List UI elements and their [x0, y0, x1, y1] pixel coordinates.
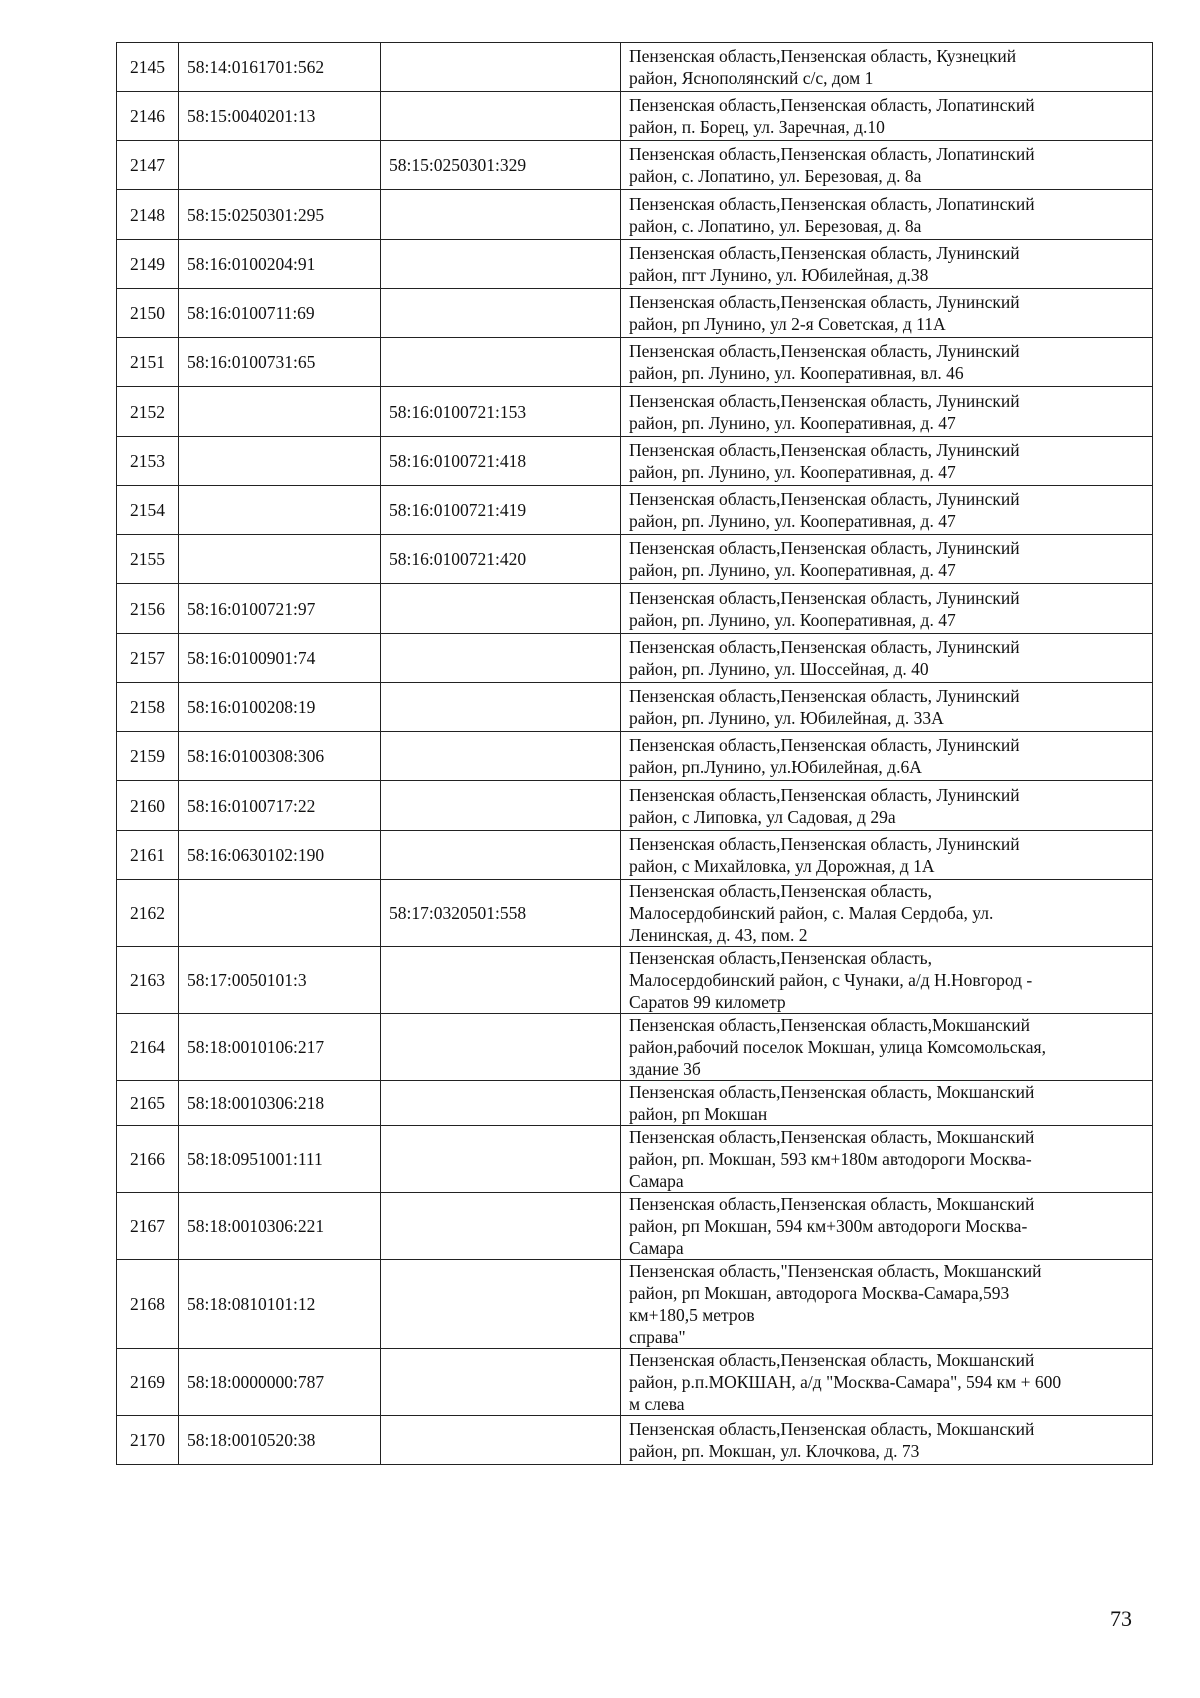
- table-row: [117, 240, 1153, 289]
- table-row: [117, 486, 1153, 535]
- secondary-cadastral-number-cell: 58:16:0100721:418: [381, 437, 621, 486]
- row-number-cell: 2168: [117, 1260, 179, 1349]
- row-number-cell: 2162: [117, 880, 179, 947]
- address-cell: Пензенская область,Пензенская область, Малосердобинский район, с Чунаки, а/д Н.Новгород - Саратов 99 километр: [621, 947, 1153, 1014]
- secondary-cadastral-number-cell: [381, 634, 621, 683]
- row-number-cell: 2170: [117, 1416, 179, 1465]
- table-row: [117, 535, 1153, 584]
- address-cell: Пензенская область,Пензенская область, Лунинский район, рп. Лунино, ул. Шоссейная, д. 40: [621, 634, 1153, 683]
- cadastral-number-cell: 58:18:0010306:221: [179, 1193, 381, 1260]
- table-row: [117, 1193, 1153, 1260]
- table-row: [117, 190, 1153, 240]
- cadastral-number-cell: 58:16:0100204:91: [179, 240, 381, 289]
- address-cell: Пензенская область,Пензенская область, Лопатинский район, п. Борец, ул. Заречная, д.10: [621, 92, 1153, 141]
- address-cell: Пензенская область,Пензенская область, Лопатинский район, с. Лопатино, ул. Березовая, д. 8а: [621, 190, 1153, 240]
- secondary-cadastral-number-cell: [381, 831, 621, 880]
- secondary-cadastral-number-cell: [381, 732, 621, 781]
- table-row: [117, 1014, 1153, 1081]
- address-cell: Пензенская область,Пензенская область,Мокшанский район,рабочий поселок Мокшан, улица Комсомольская, здание 3б: [621, 1014, 1153, 1081]
- secondary-cadastral-number-cell: [381, 43, 621, 92]
- table-row: [117, 43, 1153, 92]
- row-number-cell: 2157: [117, 634, 179, 683]
- row-number-cell: 2163: [117, 947, 179, 1014]
- address-cell: Пензенская область,Пензенская область, Малосердобинский район, с. Малая Сердоба, ул. Ленинская, д. 43, пом. 2: [621, 880, 1153, 947]
- secondary-cadastral-number-cell: [381, 1126, 621, 1193]
- address-cell: Пензенская область,Пензенская область, Мокшанский район, р.п.МОКШАН, а/д "Москва-Самара", 594 км + 600 м слева: [621, 1349, 1153, 1416]
- secondary-cadastral-number-cell: [381, 1081, 621, 1126]
- cadastral-number-cell: 58:16:0100711:69: [179, 289, 381, 338]
- row-number-cell: 2159: [117, 732, 179, 781]
- address-cell: Пензенская область,Пензенская область, Лунинский район, рп. Лунино, ул. Кооперативная, д. 47: [621, 535, 1153, 584]
- secondary-cadastral-number-cell: [381, 584, 621, 634]
- row-number-cell: 2161: [117, 831, 179, 880]
- table-row: [117, 1416, 1153, 1465]
- cadastral-number-cell: [179, 880, 381, 947]
- cadastral-number-cell: 58:15:0040201:13: [179, 92, 381, 141]
- table-row: [117, 92, 1153, 141]
- cadastral-number-cell: 58:16:0630102:190: [179, 831, 381, 880]
- cadastral-number-cell: 58:18:0010306:218: [179, 1081, 381, 1126]
- address-cell: Пензенская область,Пензенская область, Лунинский район, рп. Лунино, ул. Кооперативная, вл. 46: [621, 338, 1153, 387]
- cadastral-number-cell: [179, 437, 381, 486]
- row-number-cell: 2148: [117, 190, 179, 240]
- row-number-cell: 2166: [117, 1126, 179, 1193]
- cadastral-number-cell: [179, 141, 381, 190]
- row-number-cell: 2160: [117, 781, 179, 831]
- table-row: [117, 584, 1153, 634]
- address-cell: Пензенская область,Пензенская область, Лунинский район, пгт Лунино, ул. Юбилейная, д.38: [621, 240, 1153, 289]
- registry-table: [116, 42, 1153, 1465]
- row-number-cell: 2165: [117, 1081, 179, 1126]
- page-number: 73: [1110, 1606, 1132, 1631]
- address-cell: Пензенская область,Пензенская область, Лунинский район, с Михайловка, ул Дорожная, д 1А: [621, 831, 1153, 880]
- table-row: [117, 831, 1153, 880]
- address-cell: Пензенская область,Пензенская область, Лунинский район, рп. Лунино, ул. Кооперативная, д. 47: [621, 584, 1153, 634]
- cadastral-number-cell: 58:18:0010520:38: [179, 1416, 381, 1465]
- cadastral-number-cell: 58:18:0010106:217: [179, 1014, 381, 1081]
- address-cell: Пензенская область,Пензенская область, Лунинский район, рп Лунино, ул 2-я Советская, д 11А: [621, 289, 1153, 338]
- secondary-cadastral-number-cell: 58:16:0100721:419: [381, 486, 621, 535]
- row-number-cell: 2150: [117, 289, 179, 338]
- cadastral-number-cell: [179, 486, 381, 535]
- cadastral-number-cell: 58:14:0161701:562: [179, 43, 381, 92]
- table-row: [117, 880, 1153, 947]
- address-cell: Пензенская область,Пензенская область, Мокшанский район, рп Мокшан, 594 км+300м автодороги Москва- Самара: [621, 1193, 1153, 1260]
- cadastral-number-cell: 58:16:0100717:22: [179, 781, 381, 831]
- table-row: [117, 387, 1153, 437]
- address-cell: Пензенская область,Пензенская область, Лопатинский район, с. Лопатино, ул. Березовая, д. 8а: [621, 141, 1153, 190]
- secondary-cadastral-number-cell: [381, 1349, 621, 1416]
- table-row: [117, 1081, 1153, 1126]
- address-cell: Пензенская область,"Пензенская область, Мокшанский район, рп Мокшан, автодорога Москва-Самара,593 км+180,5 метров справа": [621, 1260, 1153, 1349]
- table-row: [117, 289, 1153, 338]
- cadastral-number-cell: 58:16:0100731:65: [179, 338, 381, 387]
- address-cell: Пензенская область,Пензенская область, Мокшанский район, рп. Мокшан, ул. Клочкова, д. 73: [621, 1416, 1153, 1465]
- address-cell: Пензенская область,Пензенская область, Лунинский район, рп. Лунино, ул. Кооперативная, д. 47: [621, 486, 1153, 535]
- table-row: [117, 732, 1153, 781]
- cadastral-number-cell: 58:16:0100308:306: [179, 732, 381, 781]
- row-number-cell: 2154: [117, 486, 179, 535]
- secondary-cadastral-number-cell: [381, 683, 621, 732]
- address-cell: Пензенская область,Пензенская область, Мокшанский район, рп Мокшан: [621, 1081, 1153, 1126]
- cadastral-number-cell: 58:16:0100208:19: [179, 683, 381, 732]
- cadastral-number-cell: 58:18:0000000:787: [179, 1349, 381, 1416]
- secondary-cadastral-number-cell: [381, 190, 621, 240]
- cadastral-number-cell: 58:18:0810101:12: [179, 1260, 381, 1349]
- address-cell: Пензенская область,Пензенская область, Лунинский район, рп. Лунино, ул. Юбилейная, д. 33А: [621, 683, 1153, 732]
- secondary-cadastral-number-cell: 58:15:0250301:329: [381, 141, 621, 190]
- table-row: [117, 141, 1153, 190]
- table-row: [117, 1126, 1153, 1193]
- address-cell: Пензенская область,Пензенская область, Лунинский район, рп. Лунино, ул. Кооперативная, д. 47: [621, 387, 1153, 437]
- secondary-cadastral-number-cell: 58:16:0100721:153: [381, 387, 621, 437]
- row-number-cell: 2155: [117, 535, 179, 584]
- table-row: [117, 338, 1153, 387]
- table-row: [117, 1260, 1153, 1349]
- row-number-cell: 2146: [117, 92, 179, 141]
- address-cell: Пензенская область,Пензенская область, Лунинский район, рп.Лунино, ул.Юбилейная, д.6А: [621, 732, 1153, 781]
- table-row: [117, 781, 1153, 831]
- address-cell: Пензенская область,Пензенская область, Лунинский район, с Липовка, ул Садовая, д 29а: [621, 781, 1153, 831]
- table-row: [117, 1349, 1153, 1416]
- secondary-cadastral-number-cell: [381, 289, 621, 338]
- table-row: [117, 634, 1153, 683]
- row-number-cell: 2164: [117, 1014, 179, 1081]
- cadastral-number-cell: 58:17:0050101:3: [179, 947, 381, 1014]
- secondary-cadastral-number-cell: [381, 1260, 621, 1349]
- address-cell: Пензенская область,Пензенская область, Мокшанский район, рп. Мокшан, 593 км+180м автодороги Москва- Самара: [621, 1126, 1153, 1193]
- secondary-cadastral-number-cell: [381, 781, 621, 831]
- row-number-cell: 2151: [117, 338, 179, 387]
- row-number-cell: 2167: [117, 1193, 179, 1260]
- cadastral-number-cell: 58:15:0250301:295: [179, 190, 381, 240]
- cadastral-number-cell: 58:16:0100721:97: [179, 584, 381, 634]
- row-number-cell: 2147: [117, 141, 179, 190]
- secondary-cadastral-number-cell: 58:16:0100721:420: [381, 535, 621, 584]
- table-row: [117, 437, 1153, 486]
- secondary-cadastral-number-cell: [381, 1014, 621, 1081]
- table-row: [117, 947, 1153, 1014]
- row-number-cell: 2153: [117, 437, 179, 486]
- address-cell: Пензенская область,Пензенская область, Лунинский район, рп. Лунино, ул. Кооперативная, д. 47: [621, 437, 1153, 486]
- cadastral-number-cell: 58:16:0100901:74: [179, 634, 381, 683]
- secondary-cadastral-number-cell: [381, 947, 621, 1014]
- row-number-cell: 2169: [117, 1349, 179, 1416]
- cadastral-number-cell: 58:18:0951001:111: [179, 1126, 381, 1193]
- secondary-cadastral-number-cell: [381, 1416, 621, 1465]
- table-row: [117, 683, 1153, 732]
- address-cell: Пензенская область,Пензенская область, Кузнецкий район, Яснополянский с/с, дом 1: [621, 43, 1153, 92]
- secondary-cadastral-number-cell: [381, 338, 621, 387]
- row-number-cell: 2158: [117, 683, 179, 732]
- secondary-cadastral-number-cell: [381, 1193, 621, 1260]
- row-number-cell: 2152: [117, 387, 179, 437]
- registry-table-body: [117, 43, 1153, 1465]
- row-number-cell: 2149: [117, 240, 179, 289]
- cadastral-number-cell: [179, 387, 381, 437]
- row-number-cell: 2145: [117, 43, 179, 92]
- cadastral-number-cell: [179, 535, 381, 584]
- secondary-cadastral-number-cell: 58:17:0320501:558: [381, 880, 621, 947]
- row-number-cell: 2156: [117, 584, 179, 634]
- secondary-cadastral-number-cell: [381, 92, 621, 141]
- secondary-cadastral-number-cell: [381, 240, 621, 289]
